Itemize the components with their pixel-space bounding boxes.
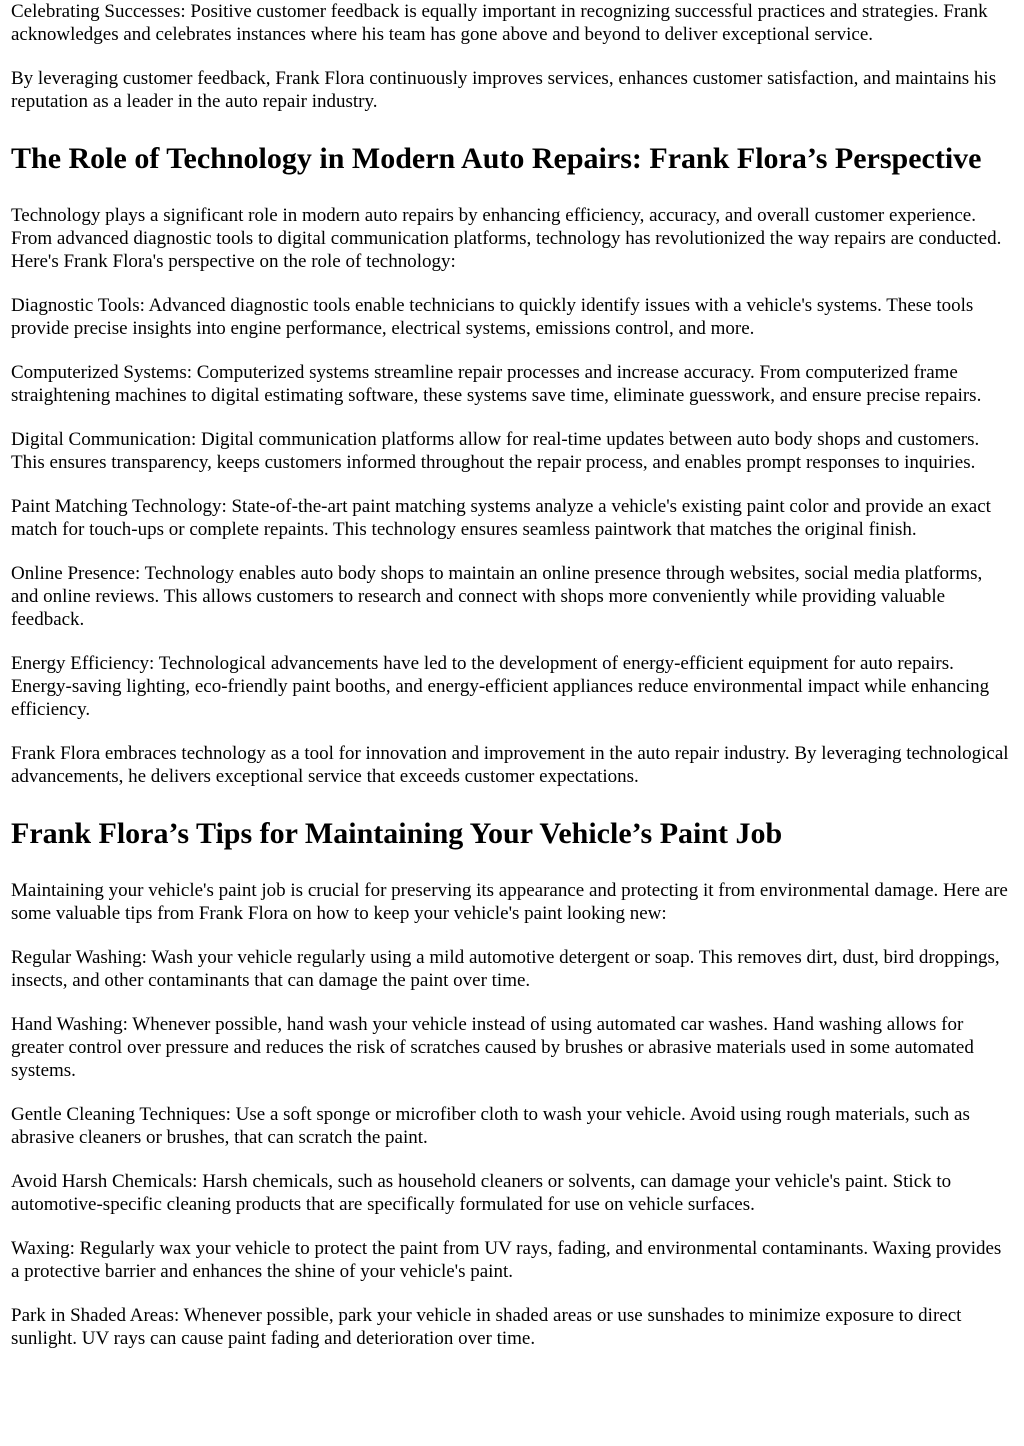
section-heading-technology: The Role of Technology in Modern Auto Repairs: Frank Flora’s Perspective [11, 142, 982, 175]
paint-paragraph: Maintaining your vehicle's paint job is crucial for preserving its appearance and protecting it from environmental damage. Here are some valuable tips from Frank Flora on how to keep your vehicle's paint looking new: [11, 880, 1008, 924]
technology-paragraph: Energy Efficiency: Technological advancements have led to the development of energy-efficient equipment for auto repairs. Energy-saving lighting, eco-friendly paint booths, and energy-efficient appliances reduce environmental impact while enhancing efficiency. [11, 653, 990, 720]
technology-paragraph: Paint Matching Technology: State-of-the-art paint matching systems analyze a vehicle's existing paint color and provide an exact match for touch-ups or complete repaints. This technology ensures seamless paintwork that matches the original finish. [11, 496, 991, 540]
technology-paragraph: Technology plays a significant role in modern auto repairs by enhancing efficiency, accuracy, and overall customer experience. From advanced diagnostic tools to digital communication platforms, technology has revolutionized the way repairs are conducted. Here's Frank Flora's perspective on the role of technology: [11, 205, 1002, 272]
paint-paragraph: Hand Washing: Whenever possible, hand wash your vehicle instead of using automated car washes. Hand washing allows for greater control over pressure and reduces the risk of scratches caused by brushes or abrasive materials used in some automated systems. [11, 1014, 974, 1081]
intro-paragraph: By leveraging customer feedback, Frank Flora continuously improves services, enhances customer satisfaction, and maintains his reputation as a leader in the auto repair industry. [11, 68, 997, 112]
paint-paragraph: Waxing: Regularly wax your vehicle to protect the paint from UV rays, fading, and environmental contaminants. Waxing provides a protective barrier and enhances the shine of your vehicle's paint. [11, 1238, 1002, 1282]
paint-paragraph: Park in Shaded Areas: Whenever possible, park your vehicle in shaded areas or use sunshades to minimize exposure to direct sunlight. UV rays can cause paint fading and deterioration over time. [11, 1305, 962, 1349]
technology-paragraph: Diagnostic Tools: Advanced diagnostic tools enable technicians to quickly identify issues with a vehicle's systems. These tools provide precise insights into engine performance, electrical systems, emissions control, and more. [11, 295, 974, 339]
section-heading-paint: Frank Flora’s Tips for Maintaining Your Vehicle’s Paint Job [11, 817, 783, 850]
intro-paragraph: Celebrating Successes: Positive customer feedback is equally important in recognizing successful practices and strategies. Frank acknowledges and celebrates instances where his team has gone above and beyond to deliver exceptional service. [11, 1, 988, 45]
paint-paragraph: Gentle Cleaning Techniques: Use a soft sponge or microfiber cloth to wash your vehicle. Avoid using rough materials, such as abrasive cleaners or brushes, that can scratch the paint. [11, 1104, 970, 1148]
technology-paragraph: Computerized Systems: Computerized systems streamline repair processes and increase accuracy. From computerized frame straightening machines to digital estimating software, these systems save time, eliminate guesswork, and ensure precise repairs. [11, 362, 982, 406]
technology-paragraph: Online Presence: Technology enables auto body shops to maintain an online presence through websites, social media platforms, and online reviews. This allows customers to research and connect with shops more conveniently while providing valuable feedback. [11, 563, 983, 630]
paint-paragraph: Avoid Harsh Chemicals: Harsh chemicals, such as household cleaners or solvents, can damage your vehicle's paint. Stick to automotive-specific cleaning products that are specifically formulated for use on vehicle surfaces. [11, 1171, 952, 1215]
technology-paragraph: Digital Communication: Digital communication platforms allow for real-time updates between auto body shops and customers. This ensures transparency, keeps customers informed throughout the repair process, and enables prompt responses to inquiries. [11, 429, 980, 473]
paint-paragraph: Regular Washing: Wash your vehicle regularly using a mild automotive detergent or soap. This removes dirt, dust, bird droppings, insects, and other contaminants that can damage the paint over time. [11, 947, 1000, 991]
technology-paragraph: Frank Flora embraces technology as a tool for innovation and improvement in the auto repair industry. By leveraging technological advancements, he delivers exceptional service that exceeds customer expectations. [11, 743, 1009, 787]
